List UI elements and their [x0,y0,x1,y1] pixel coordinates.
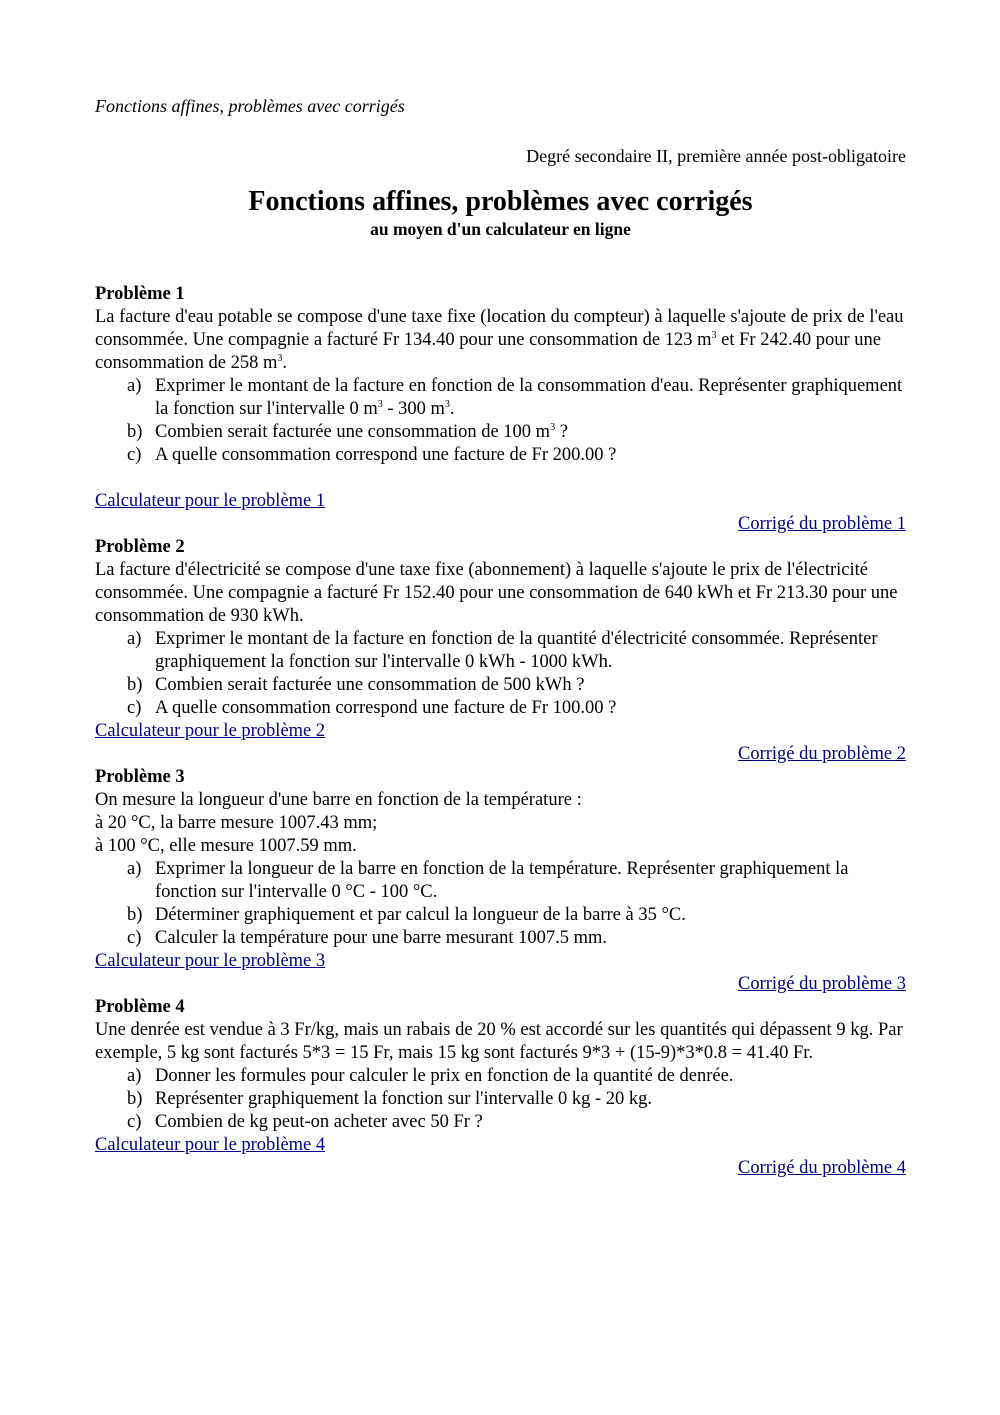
problem-title: Problème 2 [95,537,185,557]
question-item: b) Combien serait facturée une consommation de 500 kWh ? [127,675,585,695]
problem-1 [95,283,906,536]
question-item: c) Calculer la température pour une barre mesurant 1007.5 mm. [127,928,608,948]
question-list [95,375,906,467]
calculator-link-2[interactable]: Calculateur pour le problème 2 [95,721,326,741]
calculator-link-3[interactable]: Calculateur pour le problème 3 [95,951,326,971]
solution-link-1[interactable]: Corrigé du problème 1 [738,514,906,534]
education-level: Degré secondaire II, première année post-obligatoire [526,146,906,166]
problem-title: Problème 1 [95,284,185,304]
problem-statement-line: à 20 °C, la barre mesure 1007.43 mm; [95,813,378,833]
page-subtitle: au moyen d'un calculateur en ligne [370,219,631,239]
page-title: Fonctions affines, problèmes avec corrigés [248,186,753,217]
solution-link-2[interactable]: Corrigé du problème 2 [738,744,906,764]
question-list [95,628,906,720]
problem-statement: La facture d'électricité se compose d'une taxe fixe (abonnement) à laquelle s'ajoute le prix de l'électricité consommée. Une compagnie a facturé Fr 152.40 pour une consommation de 640 kWh et Fr 213.30 pour une consommation de 930 kWh. [95,560,898,626]
question-item: b) Représenter graphiquement la fonction sur l'intervalle 0 kg - 20 kg. [127,1089,653,1109]
question-item: c) A quelle consommation correspond une facture de Fr 200.00 ? [127,445,617,465]
calculator-link-4[interactable]: Calculateur pour le problème 4 [95,1135,326,1155]
problem-4 [95,996,906,1180]
calculator-link-1[interactable]: Calculateur pour le problème 1 [95,491,326,511]
problem-3 [95,766,906,996]
question-item: a) Donner les formules pour calculer le prix en fonction de la quantité de denrée. [127,1066,734,1086]
question-item: b) Déterminer graphiquement et par calcul la longueur de la barre à 35 °C. [127,905,686,925]
question-item: a) Exprimer le montant de la facture en fonction de la consommation d'eau. Représenter graphiquement la fonction sur l'intervalle 0 $m^3 - 300$ $m^3$. [127,376,903,419]
problem-statement: Une denrée est vendue à 3 Fr/kg, mais un rabais de 20 % est accordé sur les quantités qui dépassent 9 kg. Par exemple, 5 kg sont facturés 5*3 = 15 Fr, mais 15 kg sont facturés 9*3 + (15-9)*3*0.8 = 41.40 Fr. [95,1020,903,1063]
question-item: a) Exprimer le montant de la facture en fonction de la quantité d'électricité consommée. Représenter graphiquement la fonction sur l'intervalle 0 kWh - 1000 kWh. [127,629,878,672]
problem-title: Problème 3 [95,767,185,787]
solution-link-3[interactable]: Corrigé du problème 3 [738,974,906,994]
question-item: c) A quelle consommation correspond une facture de Fr 100.00 ? [127,698,617,718]
problem-2 [95,536,906,766]
question-item: b) Combien serait facturée une consommation de 100 $m^3$ ? [127,422,568,442]
problem-statement: La facture d'eau potable se compose d'une taxe fixe (location du compteur) à laquelle s'ajoute de prix de l'eau consommée. Une compagnie a facturé Fr 134.40 pour une consommation de 123 $m^3$ et Fr 242.40 pour une consommation de 258 $m^3$. [95,307,904,373]
question-list [95,858,906,950]
question-list [95,1065,906,1134]
problem-statement-line: à 100 °C, elle mesure 1007.59 mm. [95,836,357,856]
problem-title: Problème 4 [95,997,185,1017]
problem-statement-line: On mesure la longueur d'une barre en fonction de la température : [95,790,582,810]
document-page [95,94,906,1180]
running-head: Fonctions affines, problèmes avec corrigés [95,96,405,116]
question-item: c) Combien de kg peut-on acheter avec 50 Fr ? [127,1112,483,1132]
solution-link-4[interactable]: Corrigé du problème 4 [738,1158,906,1178]
question-item: a) Exprimer la longueur de la barre en fonction de la température. Représenter graphiquement la fonction sur l'intervalle 0 °C - 100 °C. [127,859,849,902]
